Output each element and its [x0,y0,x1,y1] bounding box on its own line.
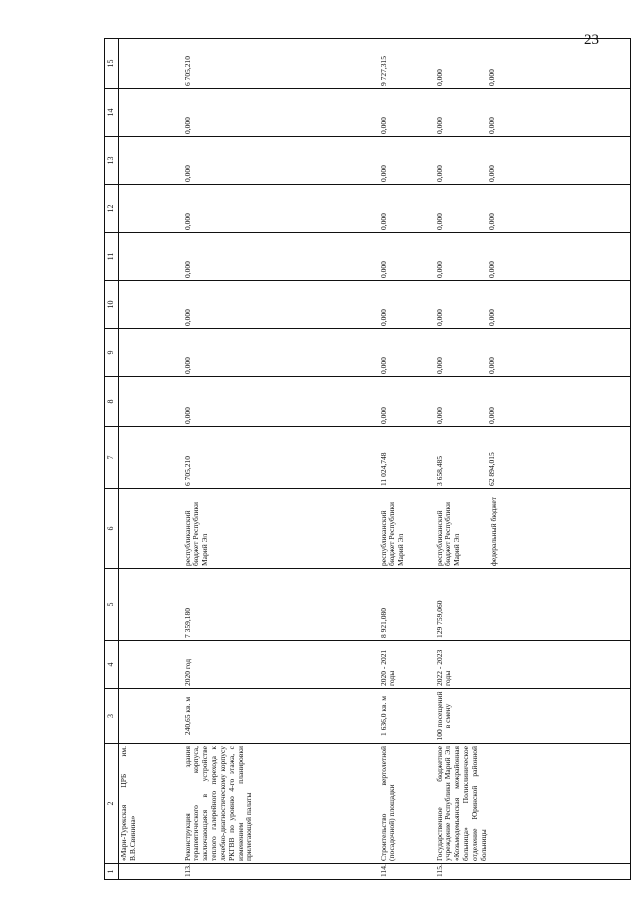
cost-cell: 129 759,060 [435,569,631,641]
amount-cell-c7 [379,427,435,489]
table-row [379,39,435,880]
amount-cell-c15 [119,39,183,89]
col-header: 5 [105,569,119,641]
amount-value: 0,000 [182,357,192,374]
amount-cell-c10 [183,281,379,329]
col-header: 14 [105,89,119,137]
amount-value: 0,000 [378,165,388,182]
amount-cell-c9 [119,329,183,377]
amount-cell-c10 [119,281,183,329]
header-row [105,39,119,880]
amount-cell-c8 [183,377,379,427]
amount-cell-c13 [435,137,631,185]
amount-cell-c7 [183,427,379,489]
table-row [435,39,631,880]
object-name: Строительство вертолетной (посадочной) площадки [379,744,435,864]
amount-cell-c7 [435,427,631,489]
amount-cell-c9 [379,329,435,377]
page-number: 23 [584,32,599,48]
amount-cell-c15 [379,39,435,89]
amount-value: 0,000 [378,357,388,374]
object-name: Реконструкция здания терапевтического корпуса, заключающаяся в устройстве теплого галерейного перехода к лечебно-диагностическому корпусу РКГВВ по уровню 4-го этажа, с изменением планировки прилегающей палаты [183,744,379,864]
funding-source: федеральный бюджет [489,496,499,566]
col-header: 7 [105,427,119,489]
amount-cell-c13 [119,137,183,185]
amount-value: 0,000 [434,261,444,278]
row-number: 113. [183,864,379,880]
amount-value: 0,000 [434,357,444,374]
amount-value: 0,000 [182,407,192,424]
capacity-cell: 100 посещений в смену [435,689,631,744]
object-name: «Мари-Турекская ЦРБ им. В.В.Свинина» [119,744,183,864]
amount-value: 0,000 [434,213,444,230]
amount-cell-c12 [183,185,379,233]
amount-value: 62 894,015 [487,452,497,486]
amount-cell-c15 [183,39,379,89]
amount-value: 0,000 [378,407,388,424]
amount-cell-c13 [183,137,379,185]
amount-cell-c8 [379,377,435,427]
row-number [119,864,183,880]
funding-source-cell [435,489,631,569]
funding-source-cell [183,489,379,569]
years-cell [119,641,183,689]
amount-value: 0,000 [487,357,497,374]
table-body [119,39,631,880]
amount-value: 0,000 [182,117,192,134]
amount-value: 0,000 [434,69,444,86]
amount-value: 0,000 [487,165,497,182]
col-header: 3 [105,689,119,744]
amount-cell-c15 [435,39,631,89]
investment-table [104,38,631,880]
amount-cell-c10 [435,281,631,329]
amount-value: 0,000 [378,117,388,134]
amount-cell-c13 [379,137,435,185]
cost-cell: 7 359,180 [183,569,379,641]
table-row [183,39,379,880]
col-header: 12 [105,185,119,233]
amount-value: 0,000 [378,213,388,230]
amount-cell-c14 [435,89,631,137]
amount-value: 9 727,315 [378,56,388,86]
years-cell: 2022 - 2023 годы [435,641,631,689]
amount-cell-c8 [435,377,631,427]
capacity-cell: 240,65 кв. м [183,689,379,744]
funding-source-cell [379,489,435,569]
amount-value: 6 705,210 [182,56,192,86]
amount-value: 0,000 [434,117,444,134]
amount-cell-c11 [119,233,183,281]
amount-value: 0,000 [182,213,192,230]
cost-cell [119,569,183,641]
amount-value: 0,000 [378,261,388,278]
col-header: 4 [105,641,119,689]
amount-cell-c11 [435,233,631,281]
object-name: Государственное бюджетное учреждение Республики Марий Эл «Козьмодемьянская межрайонная больница» Поликлиническое отделение Юринской районной больницы [435,744,631,864]
amount-cell-c9 [183,329,379,377]
amount-value: 0,000 [182,165,192,182]
col-header: 13 [105,137,119,185]
amount-cell-c14 [379,89,435,137]
col-header: 15 [105,39,119,89]
capacity-cell [119,689,183,744]
years-cell: 2020 - 2021 годы [379,641,435,689]
amount-cell-c7 [119,427,183,489]
funding-source: республиканский бюджет Республики Марий Эл [434,501,462,566]
amount-value: 11 024,748 [378,452,388,486]
amount-value: 0,000 [487,261,497,278]
funding-source: республиканский бюджет Республики Марий Эл [182,501,210,566]
amount-cell-c12 [435,185,631,233]
amount-value: 0,000 [434,407,444,424]
col-header: 11 [105,233,119,281]
amount-cell-c10 [379,281,435,329]
rotated-table-container [104,40,624,880]
amount-cell-c12 [119,185,183,233]
amount-cell-c11 [183,233,379,281]
row-number: 115. [435,864,631,880]
amount-value: 0,000 [182,309,192,326]
amount-value: 0,000 [182,261,192,278]
amount-cell-c9 [435,329,631,377]
cost-cell: 8 921,080 [379,569,435,641]
amount-cell-c8 [119,377,183,427]
funding-source: республиканский бюджет Республики Марий Эл [378,501,406,566]
amount-cell-c11 [379,233,435,281]
col-header: 1 [105,864,119,880]
amount-value: 0,000 [487,117,497,134]
col-header: 2 [105,744,119,864]
capacity-cell: 1 636,0 кв. м [379,689,435,744]
col-header: 9 [105,329,119,377]
amount-cell-c14 [183,89,379,137]
amount-cell-c12 [379,185,435,233]
col-header: 8 [105,377,119,427]
amount-value: 0,000 [487,407,497,424]
col-header: 10 [105,281,119,329]
table-row [119,39,183,880]
amount-value: 0,000 [487,69,497,86]
amount-value: 0,000 [378,309,388,326]
amount-cell-c14 [119,89,183,137]
amount-value: 3 658,485 [434,456,444,486]
funding-source-cell [119,489,183,569]
row-number: 114. [379,864,435,880]
amount-value: 0,000 [487,213,497,230]
col-header: 6 [105,489,119,569]
amount-value: 0,000 [487,309,497,326]
amount-value: 6 705,210 [182,456,192,486]
amount-value: 0,000 [434,165,444,182]
years-cell: 2020 год [183,641,379,689]
amount-value: 0,000 [434,309,444,326]
